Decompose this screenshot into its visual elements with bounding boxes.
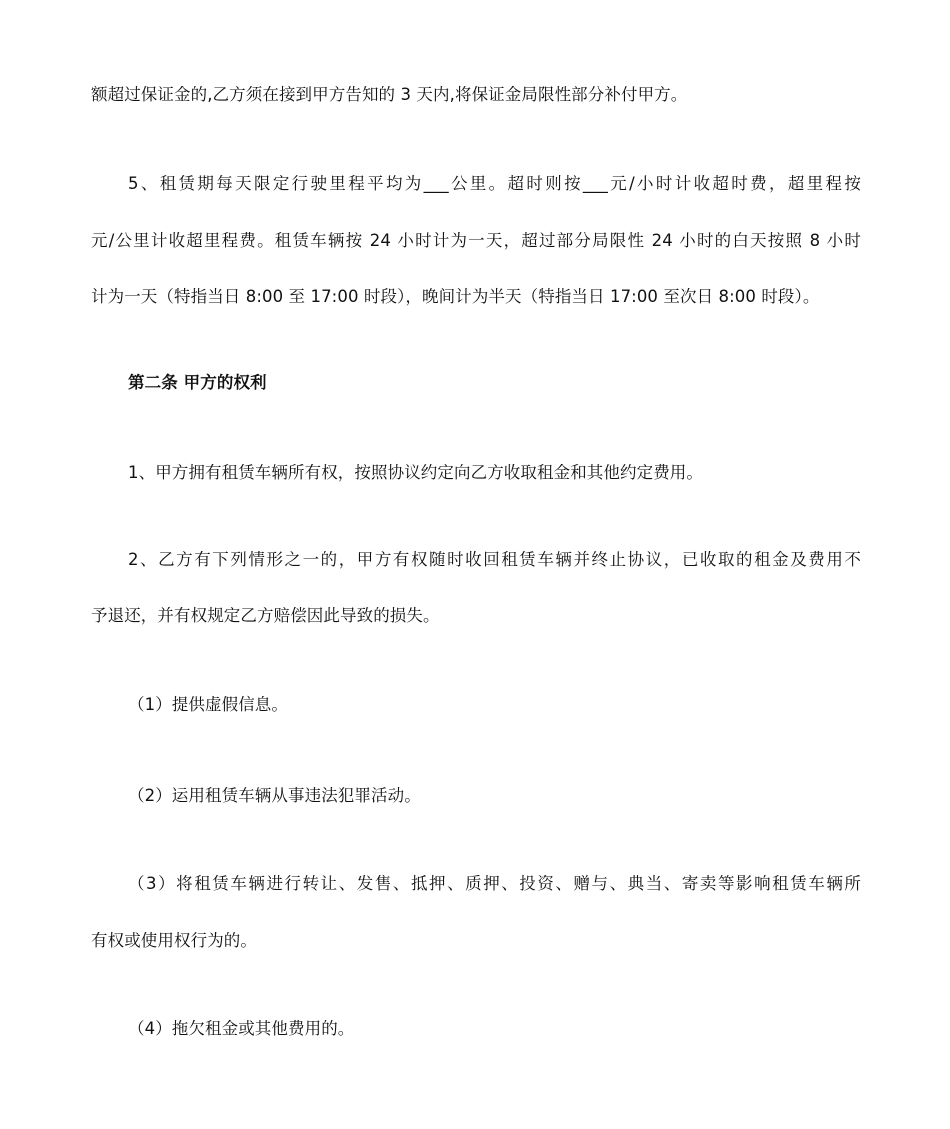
list-item: （2）运用租赁车辆从事违法犯罪活动。 bbox=[128, 786, 421, 805]
list-item: （4）拖欠租金或其他费用的。 bbox=[128, 1019, 355, 1038]
paragraph-line: 有权或使用权行为的。 bbox=[91, 931, 257, 950]
paragraph-line: 予退还，并有权规定乙方赔偿因此导致的损失。 bbox=[91, 606, 440, 625]
list-item: （3）将租赁车辆进行转让、发售、抵押、质押、投资、赠与、典当、寄卖等影响租赁车辆所 bbox=[128, 874, 861, 893]
paragraph-line: 1、甲方拥有租赁车辆所有权，按照协议约定向乙方收取租金和其他约定费用。 bbox=[128, 463, 703, 482]
section-heading: 第二条 甲方的权利 bbox=[128, 373, 267, 392]
paragraph-line: 元/公里计收超里程费。租赁车辆按 24 小时计为一天，超过部分局限性 24 小时的白天按照 8 小时 bbox=[91, 231, 861, 250]
list-item: （1）提供虚假信息。 bbox=[128, 695, 288, 714]
paragraph-line: 计为一天（特指当日 8:00 至 17:00 时段），晚间计为半天（特指当日 17:00 至次日 8:00 时段）。 bbox=[91, 287, 820, 306]
paragraph-line: 5、租赁期每天限定行驶里程平均为___公里。超时则按___元/小时计收超时费，超里程按 bbox=[128, 174, 861, 193]
paragraph-line: 2、乙方有下列情形之一的，甲方有权随时收回租赁车辆并终止协议，已收取的租金及费用不 bbox=[128, 550, 861, 569]
paragraph-line: 额超过保证金的,乙方须在接到甲方告知的 3 天内,将保证金局限性部分补付甲方。 bbox=[91, 85, 688, 104]
